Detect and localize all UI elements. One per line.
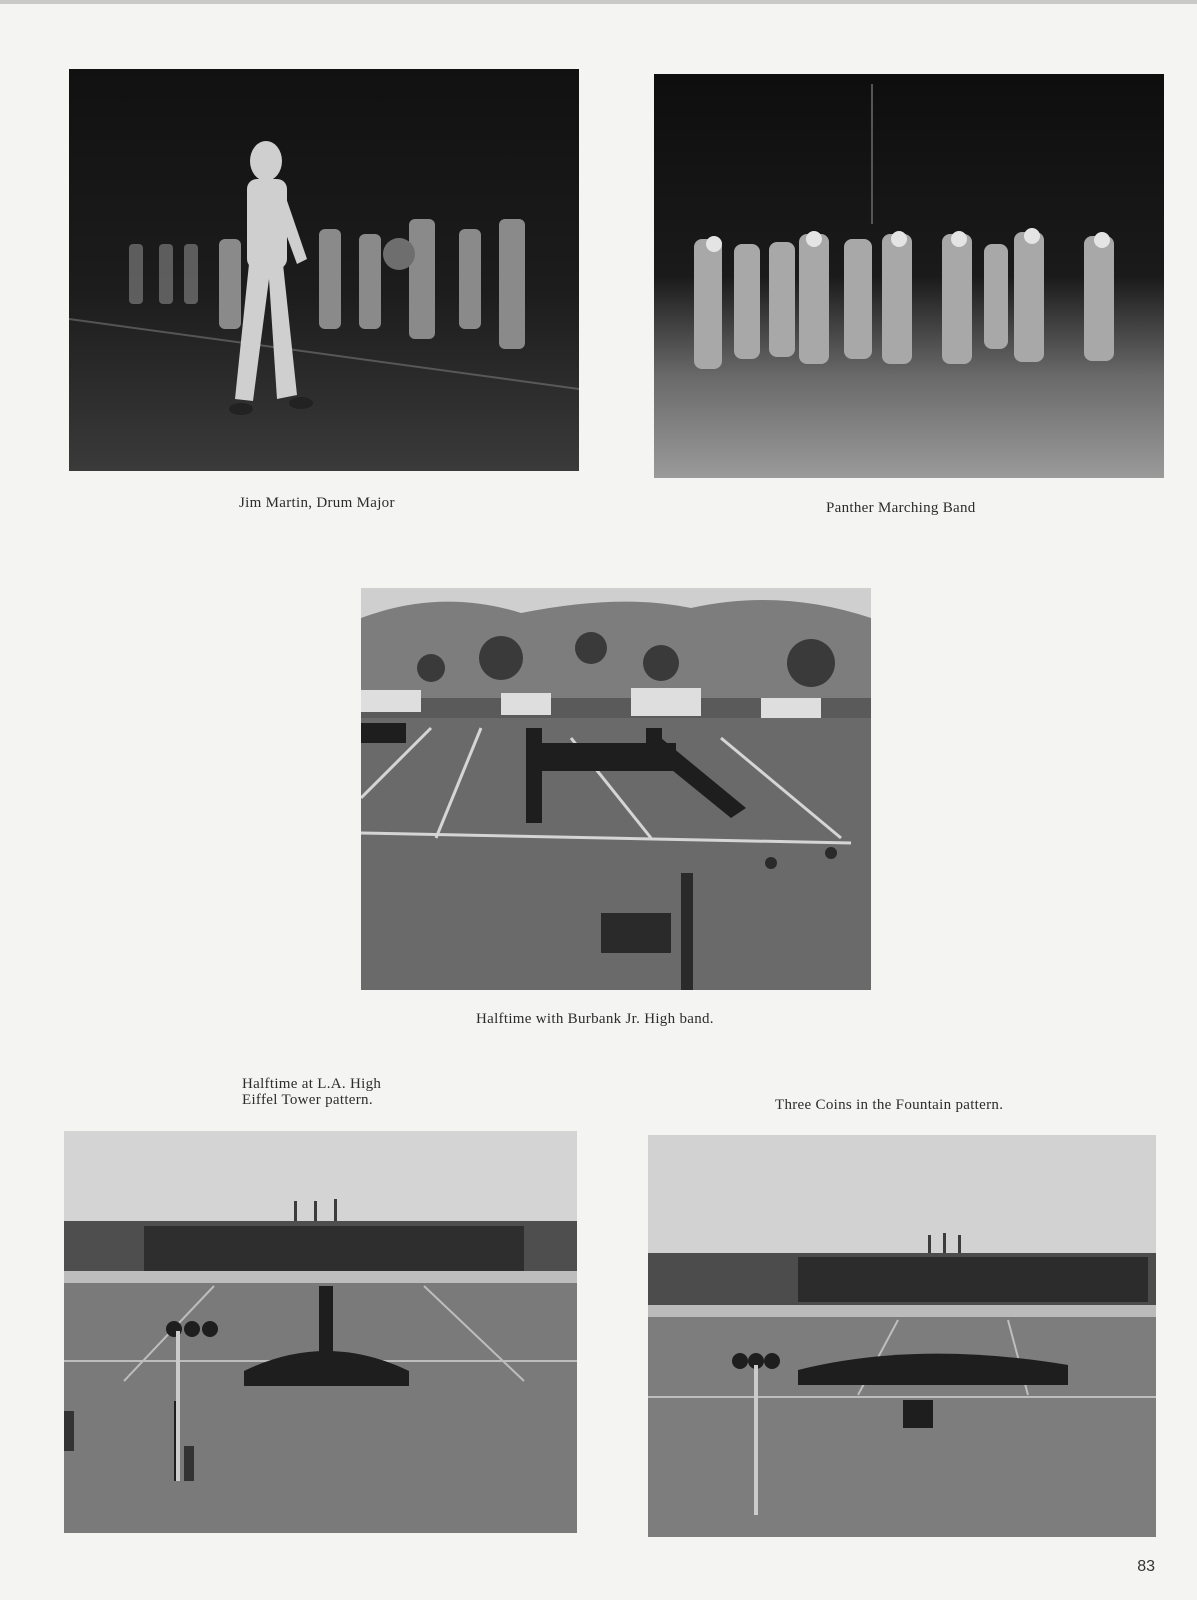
la-high-halftime-photo xyxy=(64,1131,577,1533)
burbank-halftime-caption: Halftime with Burbank Jr. High band. xyxy=(476,1011,714,1027)
three-coins-photo xyxy=(648,1135,1156,1537)
drum-major-photo xyxy=(69,69,579,471)
burbank-halftime-photo xyxy=(361,588,871,990)
page-top-border xyxy=(0,0,1197,4)
la-high-halftime-caption xyxy=(242,1076,381,1108)
la-high-caption-line-2: Eiffel Tower pattern. xyxy=(242,1092,373,1108)
marching-band-photo xyxy=(654,74,1164,478)
three-coins-caption: Three Coins in the Fountain pattern. xyxy=(775,1097,1004,1113)
drum-major-caption: Jim Martin, Drum Major xyxy=(239,495,395,511)
marching-band-caption: Panther Marching Band xyxy=(826,500,976,516)
page-number: 83 xyxy=(1137,1558,1155,1575)
la-high-caption-line-1: Halftime at L.A. High xyxy=(242,1076,382,1092)
